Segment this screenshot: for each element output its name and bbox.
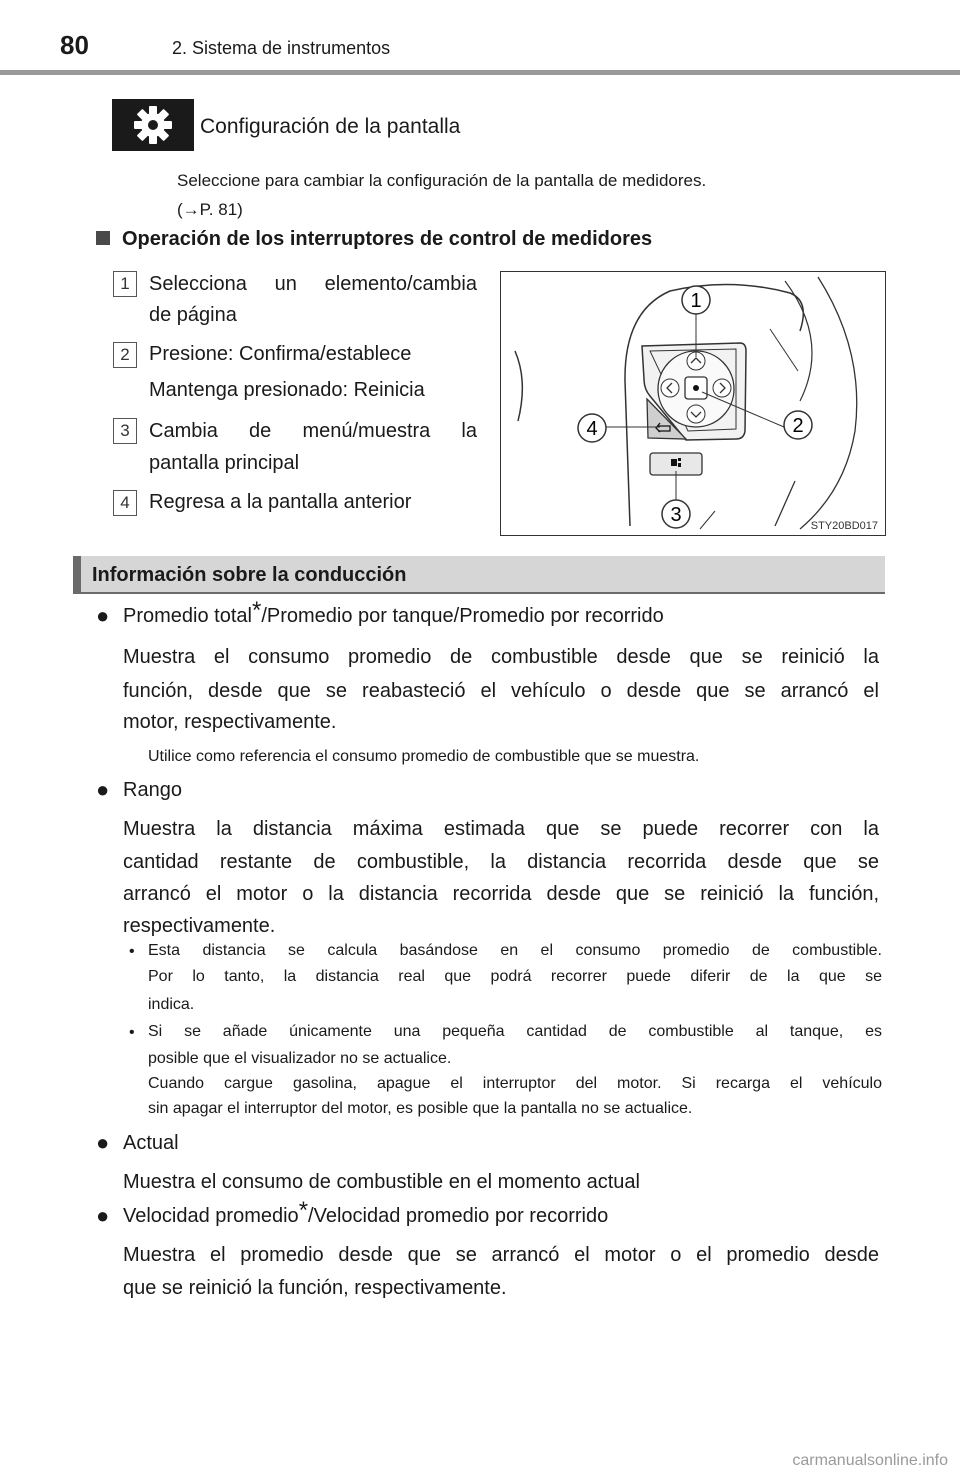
bullet-dot-icon: ●: [96, 777, 110, 802]
entry-body-line: motor, respectivamente.: [123, 711, 337, 733]
entry-body-line: arrancó el motor o la distancia recorrida desde que se reinició la función,: [123, 883, 879, 905]
item-2-line-2: Mantenga presionado: Reinicia: [149, 379, 425, 401]
bullet-dot-icon: ●: [96, 1203, 110, 1228]
item-number: 1: [113, 271, 137, 297]
entry-body-line: respectivamente.: [123, 915, 276, 937]
note-line: sin apagar el interruptor del motor, es posible que la pantalla no se actualice.: [148, 1100, 693, 1117]
callout-1: [682, 286, 710, 314]
bullet-point-icon: •: [129, 1024, 135, 1041]
entry-body-line: función, desde que se reabasteció el vehículo o desde que se arrancó el: [123, 680, 879, 702]
svg-text:1: 1: [690, 290, 702, 312]
footer-watermark: carmanualsonline.info: [792, 1452, 948, 1469]
item-number: 2: [113, 342, 137, 368]
entry-body-line: Muestra el consumo promedio de combustible desde que se reinició la: [123, 646, 879, 668]
item-number: 3: [113, 418, 137, 444]
page-number: 80: [60, 30, 89, 60]
note-line: posible que el visualizador no se actualice.: [148, 1050, 452, 1067]
item-1-line-1: Selecciona un elemento/cambia: [149, 273, 477, 295]
entry-label: Rango: [123, 779, 182, 801]
diagram-code: STY20BD017: [810, 520, 878, 532]
entry-label: Promedio total*/Promedio por tanque/Promedio por recorrido: [123, 597, 664, 627]
svg-text:2: 2: [792, 415, 804, 437]
svg-text:3: 3: [670, 504, 682, 526]
entry-body-line: Muestra el consumo de combustible en el momento actual: [123, 1171, 640, 1193]
bullet-dot-icon: ●: [96, 603, 110, 628]
steering-switch-diagram: [500, 271, 886, 536]
entry-body-line: Muestra la distancia máxima estimada que se puede recorrer con la: [123, 818, 879, 840]
note-line: Esta distancia se calcula basándose en el consumo promedio de combustible.: [148, 942, 882, 959]
callout-4: [578, 414, 606, 442]
item-number: 4: [113, 490, 137, 516]
bullet-dot-icon: ●: [96, 1130, 110, 1155]
item-3-line-1: Cambia de menú/muestra la: [149, 420, 477, 442]
item-4-line-1: Regresa a la pantalla anterior: [149, 491, 412, 513]
entry-label: Velocidad promedio*/Velocidad promedio por recorrido: [123, 1197, 609, 1227]
switches-heading: Operación de los interruptores de control de medidores: [96, 228, 896, 251]
entry-body-line: que se reinició la función, respectivamente.: [123, 1277, 507, 1299]
entry-note: Utilice como referencia el consumo promedio de combustible que se muestra.: [148, 748, 700, 765]
note-line: Cuando cargue gasolina, apague el interruptor del motor. Si recarga el vehículo: [148, 1075, 882, 1092]
bullet-point-icon: •: [129, 943, 135, 960]
section-header-underline: [73, 592, 885, 594]
square-bullet-icon: [96, 231, 110, 245]
entry-label: Actual: [123, 1132, 179, 1154]
callout-2: [784, 411, 812, 439]
item-1-line-2: de página: [149, 304, 237, 326]
svg-text:4: 4: [586, 418, 598, 440]
item-3-line-2: pantalla principal: [149, 452, 300, 474]
callout-3: [662, 500, 690, 528]
entry-body-line: cantidad restante de combustible, la distancia recorrida desde que se: [123, 851, 879, 873]
gear-icon: [112, 99, 194, 151]
note-line: indica.: [148, 996, 195, 1013]
item-2-line-1: Presione: Confirma/establece: [149, 343, 412, 365]
note-line: Si se añade únicamente una pequeña cantidad de combustible al tanque, es: [148, 1023, 882, 1040]
entry-body-line: Muestra el promedio desde que se arrancó el motor o el promedio desde: [123, 1244, 879, 1266]
chapter-title: 2. Sistema de instrumentos: [172, 38, 391, 58]
section-title: Información sobre la conducción: [92, 564, 407, 586]
note-line: Por lo tanto, la distancia real que podrá recorrer puede diferir de la que se: [148, 968, 882, 985]
settings-title: Configuración de la pantalla: [200, 115, 461, 138]
settings-description: Seleccione para cambiar la configuración de la pantalla de medidores. (→P. 81): [177, 171, 707, 219]
header-divider: [0, 70, 960, 75]
